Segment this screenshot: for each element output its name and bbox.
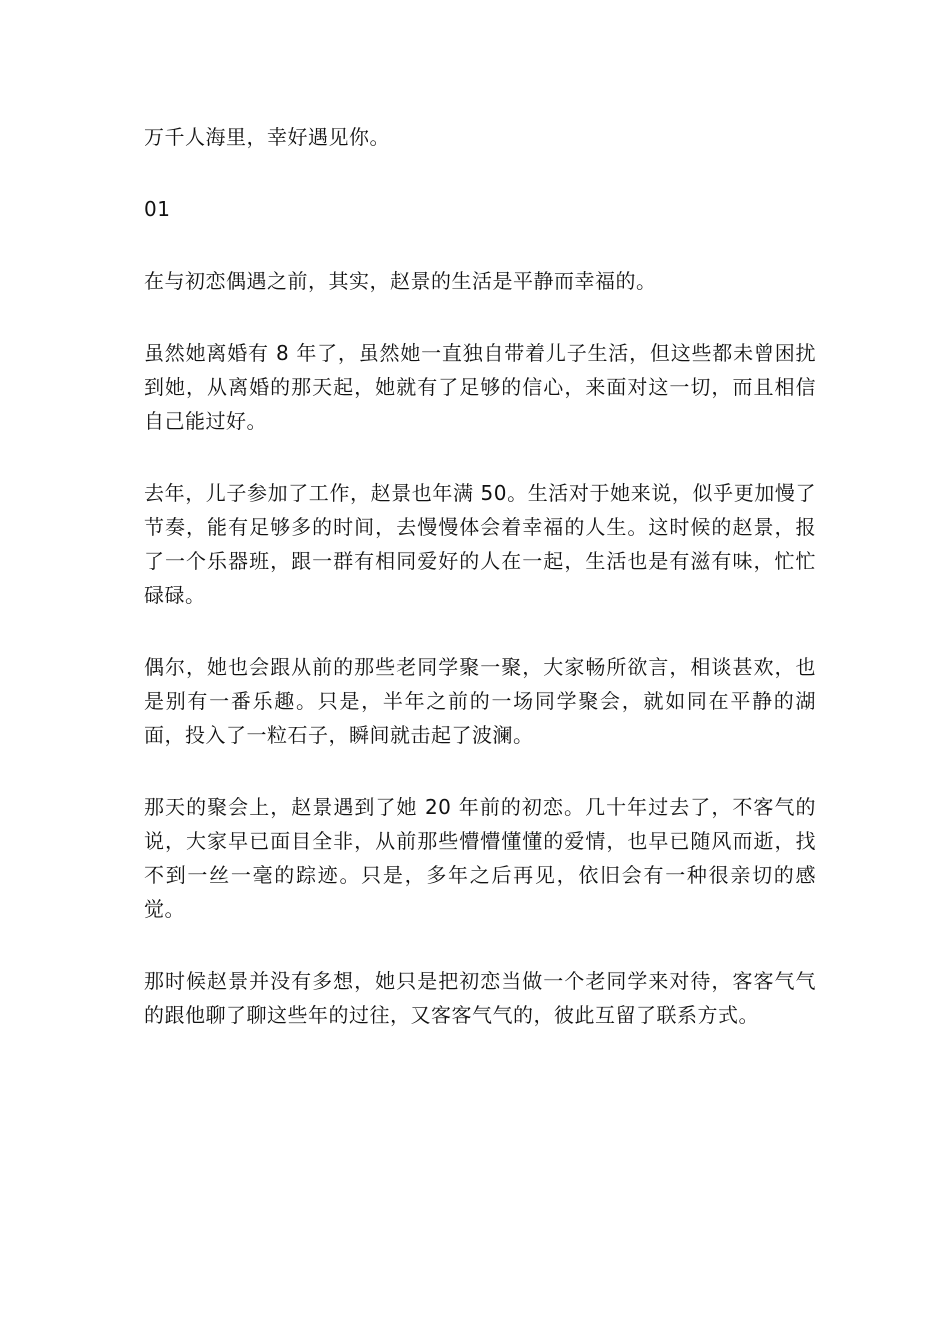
paragraph: 去年，儿子参加了工作，赵景也年满 50。生活对于她来说，似乎更加慢了节奏，能有足够多的时间，去慢慢体会着幸福的人生。这时候的赵景，报了一个乐器班，跟一群有相同爱好的人在一起，生活也是有滋有味，忙忙碌碌。 <box>144 481 816 607</box>
paragraph: 在与初恋偶遇之前，其实，赵景的生活是平静而幸福的。 <box>144 269 657 293</box>
paragraph-opening-line: 万千人海里，幸好遇见你。 <box>144 125 390 149</box>
paragraph: 虽然她离婚有 8 年了，虽然她一直独自带着儿子生活，但这些都未曾困扰到她，从离婚的那天起，她就有了足够的信心，来面对这一切，而且相信自己能过好。 <box>144 341 816 433</box>
paragraph: 偶尔，她也会跟从前的那些老同学聚一聚，大家畅所欲言，相谈甚欢，也是别有一番乐趣。只是，半年之前的一场同学聚会，就如同在平静的湖面，投入了一粒石子，瞬间就击起了波澜。 <box>144 655 816 747</box>
paragraph: 那天的聚会上，赵景遇到了她 20 年前的初恋。几十年过去了，不客气的说，大家早已面目全非，从前那些懵懵懂懂的爱情，也早已随风而逝，找不到一丝一毫的踪迹。只是，多年之后再见，依旧会有一种很亲切的感觉。 <box>144 795 816 921</box>
article-body <box>144 120 816 1070</box>
paragraph: 那时候赵景并没有多想，她只是把初恋当做一个老同学来对待，客客气气的跟他聊了聊这些年的过往，又客客气气的，彼此互留了联系方式。 <box>144 969 816 1027</box>
section-number: 01 <box>144 197 171 221</box>
